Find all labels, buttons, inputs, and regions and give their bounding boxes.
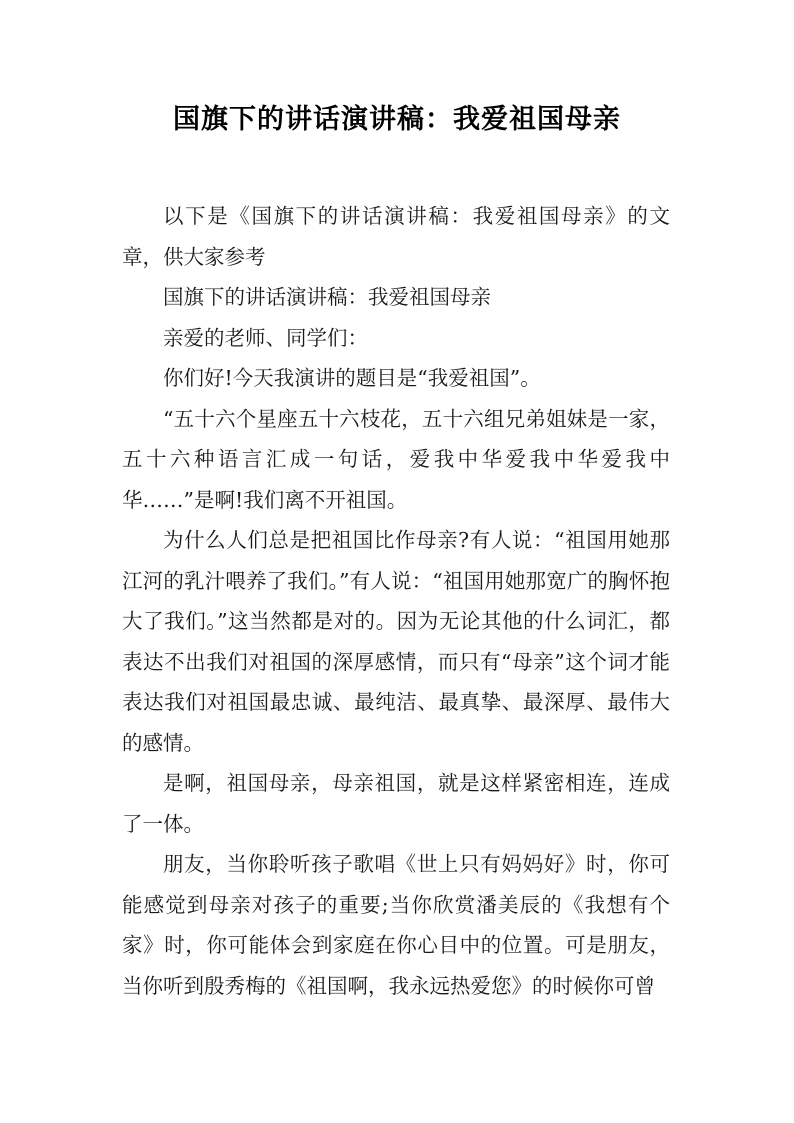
speech-heading-paragraph: 国旗下的讲话演讲稿：我爱祖国母亲	[163, 285, 491, 309]
document-title: 国旗下的讲话演讲稿：我爱祖国母亲	[173, 104, 621, 135]
song-quote-paragraph: “五十六个星座五十六枝花，五十六组兄弟姐妹是一家，五十六种语言汇成一句话，爱我中华爱我中华爱我中华……”是啊!我们离不开祖国。	[122, 406, 670, 512]
intro-paragraph: 以下是《国旗下的讲话演讲稿：我爱祖国母亲》的文章，供大家参考	[122, 204, 670, 269]
friend-paragraph: 朋友，当你聆听孩子歌唱《世上只有妈妈好》时，你可能感觉到母亲对孩子的重要;当你欣赏潘美辰的《我想有个家》时，你可能体会到家庭在你心目中的位置。可是朋友，当你听到殷秀梅的《祖国啊，我永远热爱您》的时候你可曾	[122, 852, 670, 998]
document-body	[122, 196, 670, 1006]
opening-paragraph: 你们好!今天我演讲的题目是“我爱祖国”。	[163, 366, 541, 390]
unity-paragraph: 是啊，祖国母亲，母亲祖国，就是这样紧密相连，连成了一体。	[122, 771, 670, 836]
greeting-paragraph: 亲爱的老师、同学们：	[163, 325, 368, 350]
mother-metaphor-paragraph: 为什么人们总是把祖国比作母亲?有人说：“祖国用她那江河的乳汁喂养了我们。”有人说：“祖国用她那宽广的胸怀抱大了我们。”这当然都是对的。因为无论其他的什么词汇，都表达不出我们对祖国的深厚感情，而只有“母亲”这个词才能表达我们对祖国最忠诚、最纯洁、最真挚、最深厚、最伟大的感情。	[122, 528, 670, 755]
